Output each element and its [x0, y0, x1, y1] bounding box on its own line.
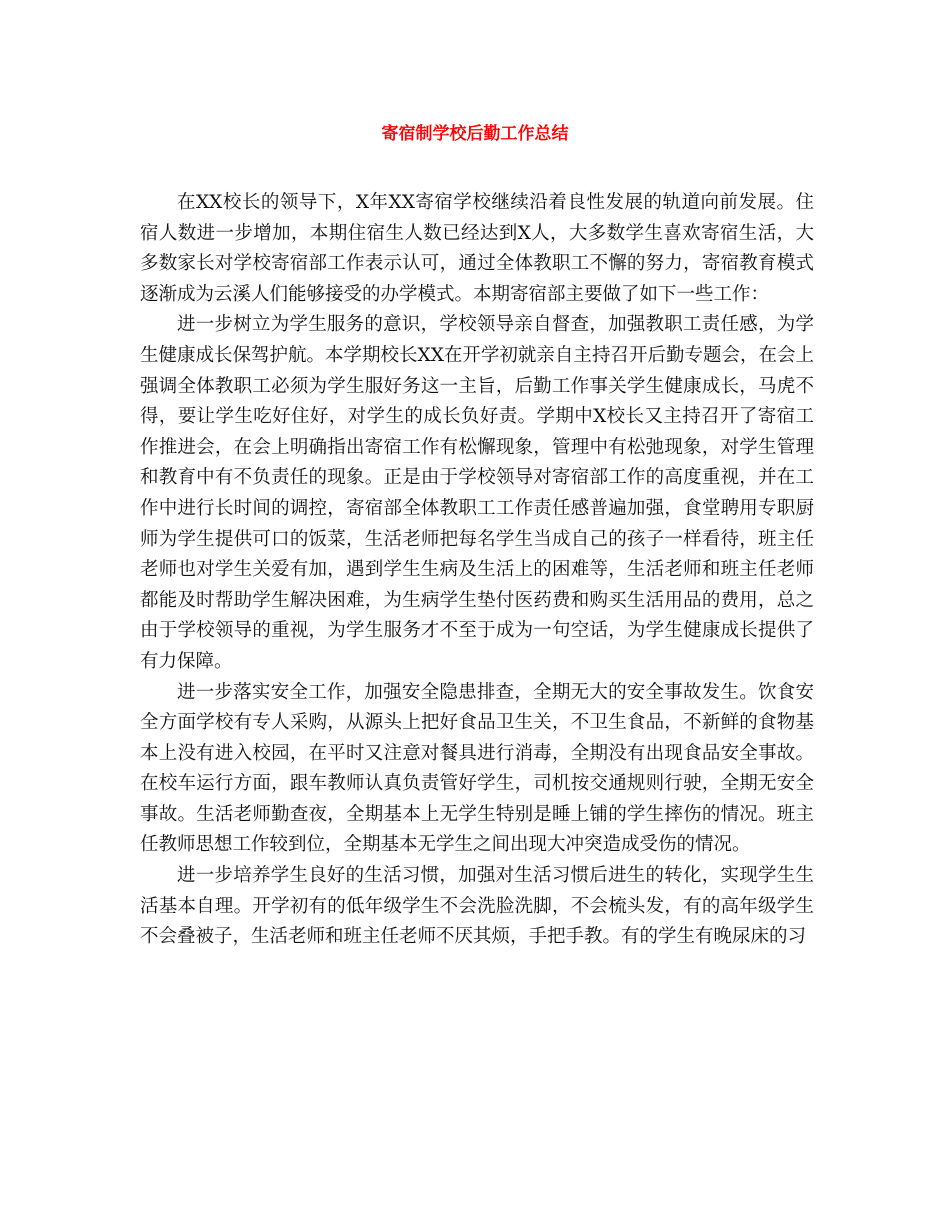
- paragraph: 进一步树立为学生服务的意识，学校领导亲自督查，加强教职工责任感，为学生健康成长保驾护航。本学期校长XX在开学初就亲自主持召开后勤专题会，在会上强调全体教职工必须为学生服好务这一主旨，后勤工作事关学生健康成长，马虎不得，要让学生吃好住好，对学生的成长负好责。学期中X校长又主持召开了寄宿工作推进会，在会上明确指出寄宿工作有松懈现象，管理中有松弛现象，对学生管理和教育中有不负责任的现象。正是由于学校领导对寄宿部工作的高度重视，并在工作中进行长时间的调控，寄宿部全体教职工工作责任感普遍加强，食堂聘用专职厨师为学生提供可口的饭菜，生活老师把每名学生当成自己的孩子一样看待，班主任老师也对学生关爱有加，遇到学生生病及生活上的困难等，生活老师和班主任老师都能及时帮助学生解决困难，为生病学生垫付医药费和购买生活用品的费用，总之由于学校领导的重视，为学生服务才不至于成为一句空话，为学生健康成长提供了有力保障。: [140, 314, 814, 672]
- paragraph: 进一步落实安全工作，加强安全隐患排查，全期无大的安全事故发生。饮食安全方面学校有专人采购，从源头上把好食品卫生关，不卫生食品，不新鲜的食物基本上没有进入校园，在平时又注意对餐具进行消毒，全期没有出现食品安全事故。在校车运行方面，跟车教师认真负责管好学生，司机按交通规则行驶，全期无安全事故。生活老师勤查夜，全期基本上无学生特别是睡上铺的学生摔伤的情况。班主任教师思想工作较到位，全期基本无学生之间出现大冲突造成受伤的情况。: [140, 681, 814, 856]
- paragraph: 在XX校长的领导下，X年XX寄宿学校继续沿着良性发展的轨道向前发展。住宿人数进一步增加，本期住宿生人数已经达到X人，大多数学生喜欢寄宿生活，大多数家长对学校寄宿部工作表示认可，通过全体教职工不懈的努力，寄宿教育模式逐渐成为云溪人们能够接受的办学模式。本期寄宿部主要做了如下一些工作：: [140, 192, 814, 305]
- document-title: 寄宿制学校后勤工作总结: [381, 124, 569, 144]
- paragraph: 进一步培养学生良好的生活习惯，加强对生活习惯后进生的转化，实现学生生活基本自理。开学初有的低年级学生不会洗脸洗脚，不会梳头发，有的高年级学生不会叠被子，生活老师和班主任老师不厌其烦，手把手教。有的学生有晚尿床的习: [140, 865, 814, 948]
- document-body: [140, 188, 814, 953]
